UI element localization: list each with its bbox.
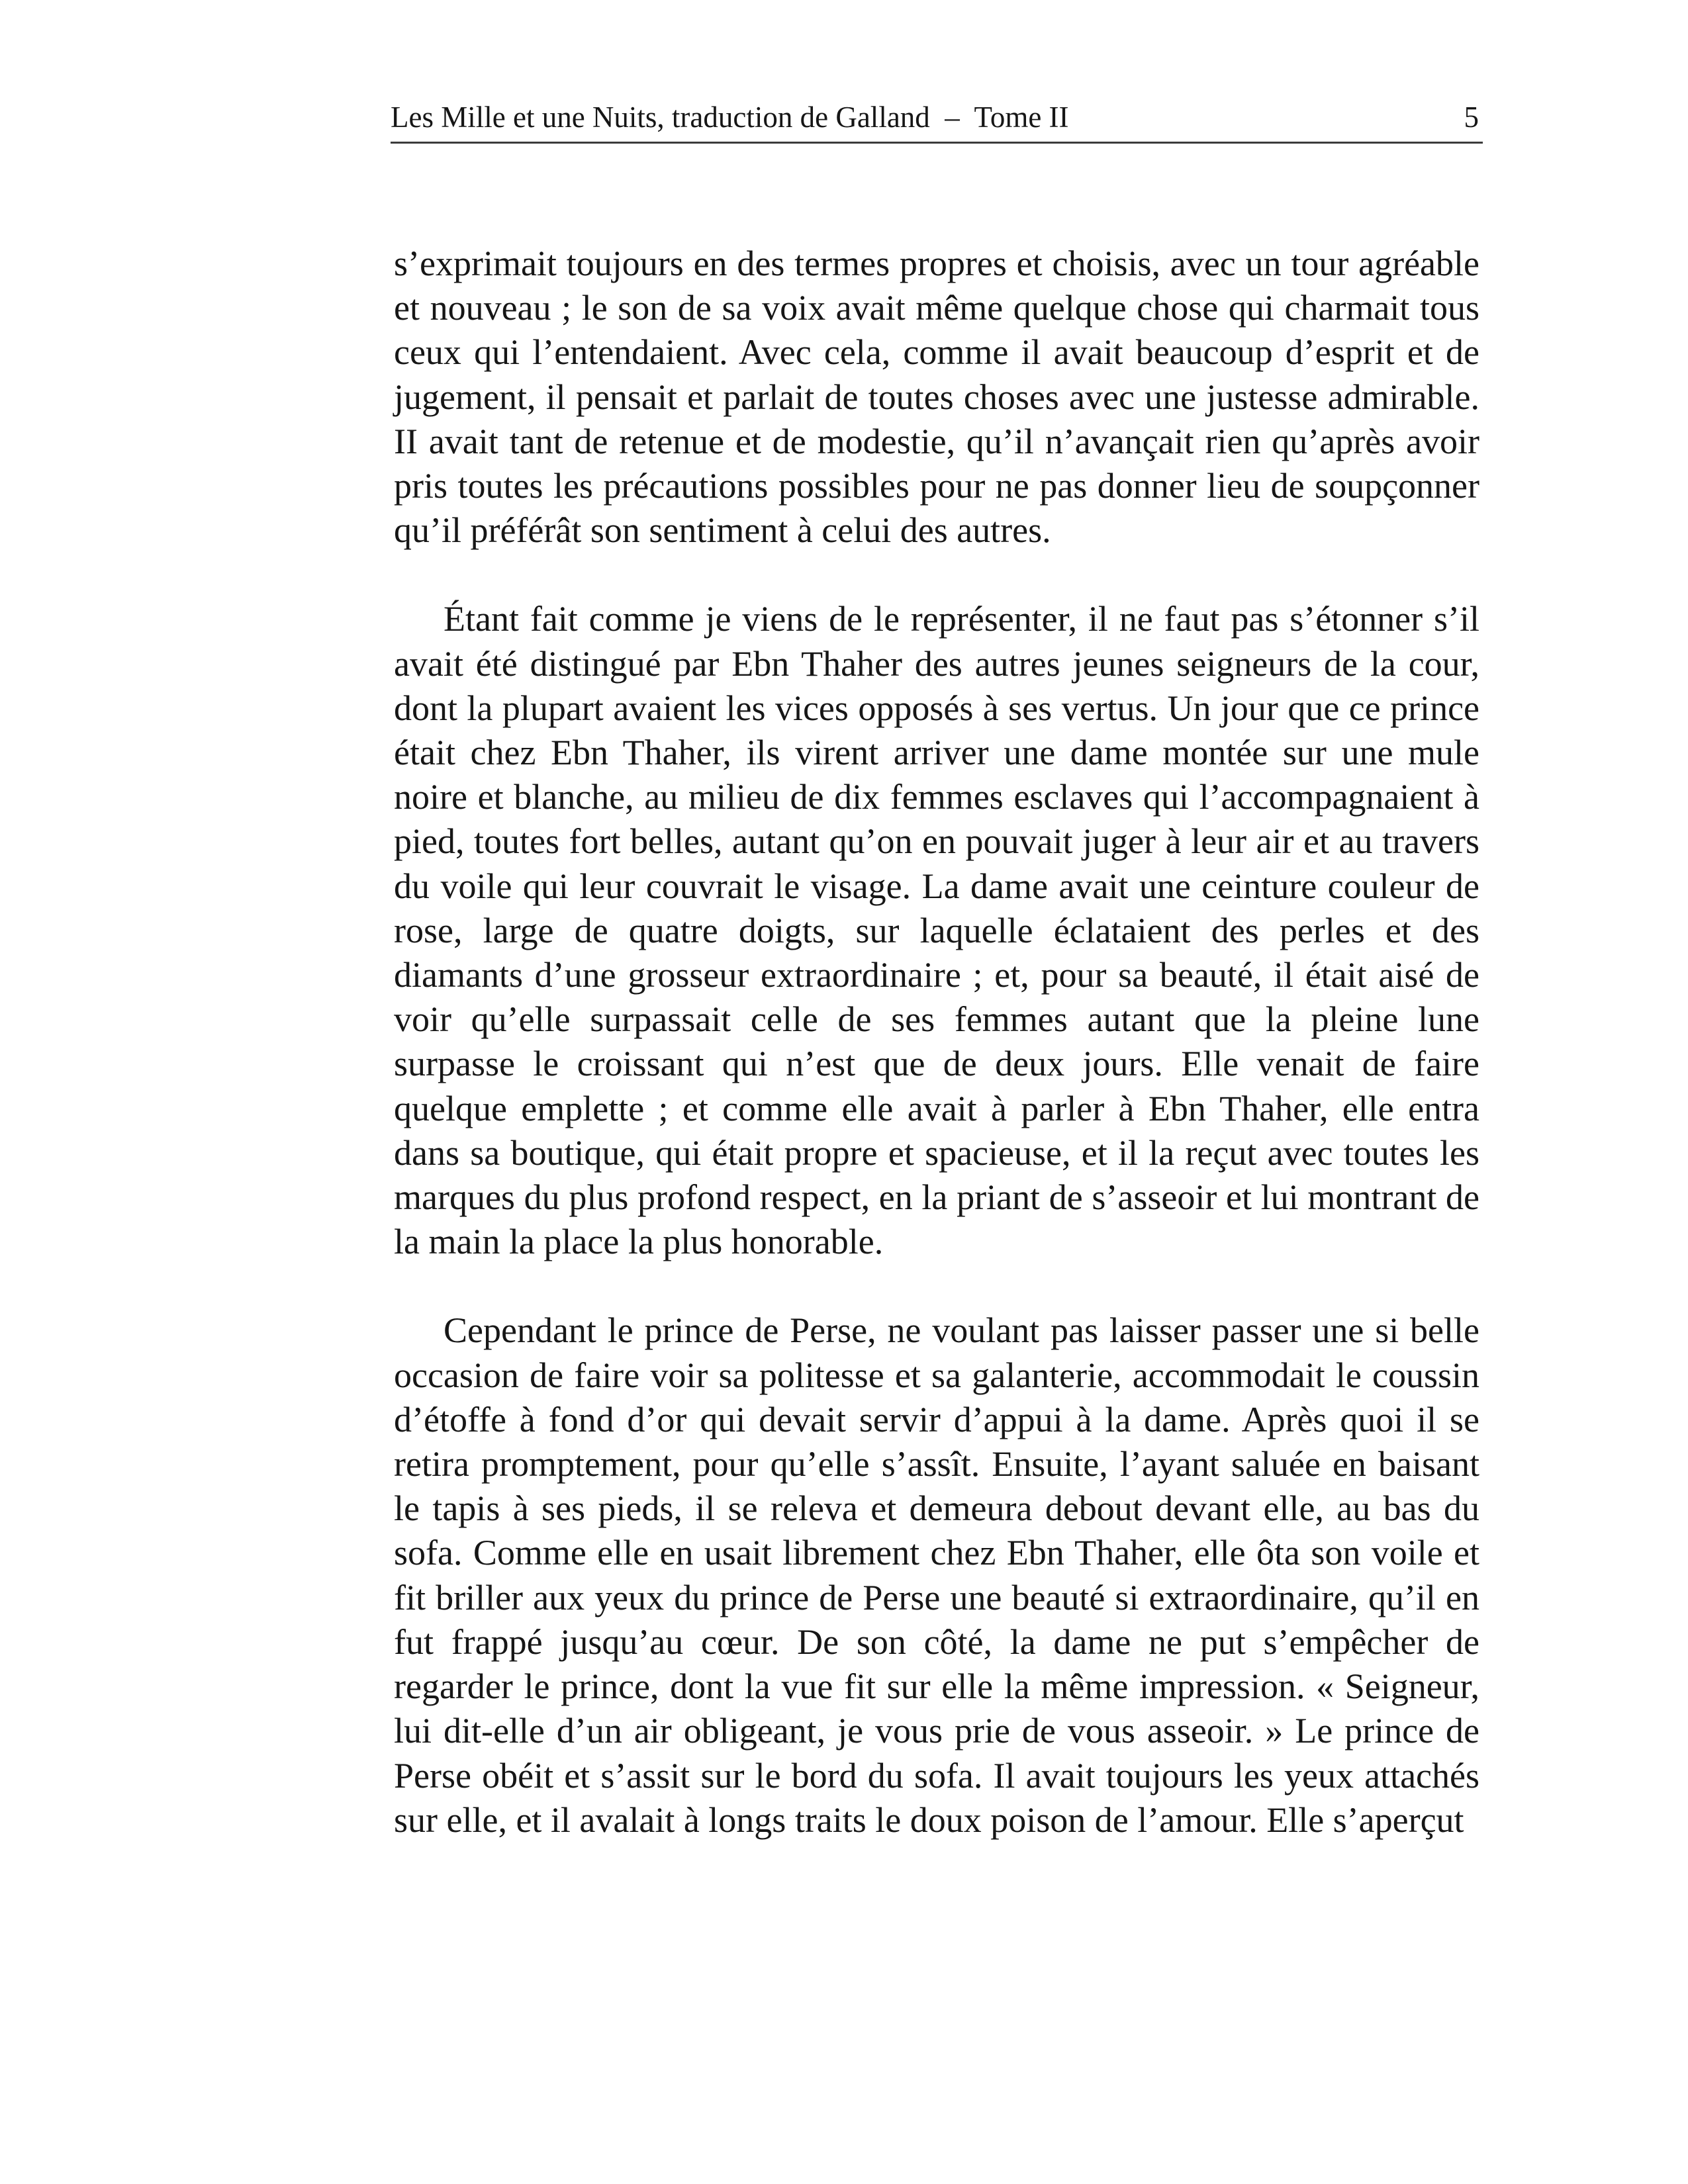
body-text [394, 242, 1479, 1887]
running-header-title: Les Mille et une Nuits, traduction de Galland – Tome II [391, 101, 1069, 134]
paragraph-3: Cependant le prince de Perse, ne voulant pas laisser passer une si belle occasion de faire voir sa politesse et sa galanterie, accommodait le coussin d’étoffe à fond d’or qui devait servir d’appui à la dame. Après quoi il se retira promptement, pour qu’elle s’assît. Ensuite, l’ayant saluée en baisant le tapis à ses pieds, il se releva et demeura debout devant elle, au bas du sofa. Comme elle en usait librement chez Ebn Thaher, elle ôta son voile et fit briller aux yeux du prince de Perse une beauté si extraordinaire, qu’il en fut frappé jusqu’au cœur. De son côté, la dame ne put s’empêcher de regarder le prince, dont la vue fit sur elle la même impression. « Seigneur, lui dit-elle d’un air obligeant, je vous prie de vous asseoir. » Le prince de Perse obéit et s’assit sur le bord du sofa. Il avait toujours les yeux attachés sur elle, et il avalait à longs traits le doux poison de l’amour. Elle s’aperçut [394, 1310, 1479, 1840]
running-header [391, 98, 1483, 144]
page-number: 5 [1464, 101, 1479, 134]
paragraph-2: Étant fait comme je viens de le représenter, il ne faut pas s’étonner s’il avait été distingué par Ebn Thaher des autres jeunes seigneurs de la cour, dont la plupart avaient les vices opposés à ses vertus. Un jour que ce prince était chez Ebn Thaher, ils virent arriver une dame montée sur une mule noire et blanche, au milieu de dix femmes esclaves qui l’accompagnaient à pied, toutes fort belles, autant qu’on en pouvait juger à leur air et au travers du voile qui leur couvrait le visage. La dame avait une ceinture couleur de rose, large de quatre doigts, sur laquelle éclataient des perles et des diamants d’une grosseur extraordinaire ; et, pour sa beauté, il était aisé de voir qu’elle surpassait celle de ses femmes autant que la pleine lune surpasse le croissant qui n’est que de deux jours. Elle venait de faire quelque emplette ; et comme elle avait à parler à Ebn Thaher, elle entra dans sa boutique, qui était propre et spacieuse, et il la reçut avec toutes les marques du plus profond respect, en la priant de s’asseoir et lui montrant de la main la place la plus honorable. [394, 599, 1479, 1262]
paragraph-1: s’exprimait toujours en des termes propres et choisis, avec un tour agréable et nouveau ; le son de sa voix avait même quelque chose qui charmait tous ceux qui l’entendaient. Avec cela, comme il avait beaucoup d’esprit et de jugement, il pensait et parlait de toutes choses avec une justesse admirable. II avait tant de retenue et de modestie, qu’il n’avançait rien qu’après avoir pris toutes les précautions possibles pour ne pas donner lieu de soupçonner qu’il préférât son sentiment à celui des autres. [394, 244, 1479, 551]
